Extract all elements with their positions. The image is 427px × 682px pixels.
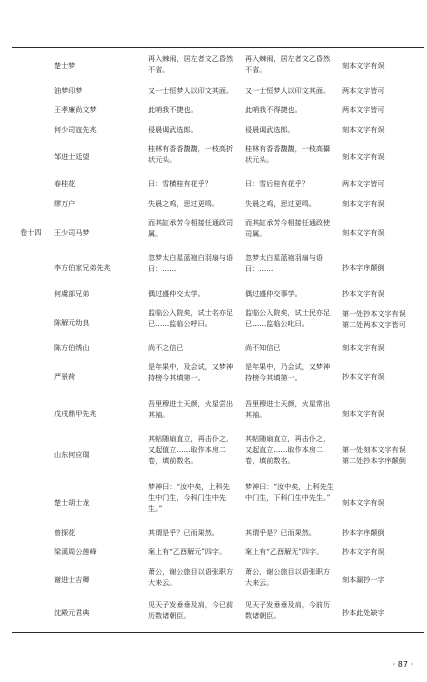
row-title: 楚士胡士龙: [54, 498, 90, 507]
row-text-a: 其谓是乎？已而果然。: [148, 528, 219, 537]
row-text-b: 再入棘闱，居左者文乙昏然不省。: [245, 54, 331, 74]
row-note: 抄本字序颠倒: [342, 528, 385, 537]
row-title: 王少司马梦: [54, 228, 90, 237]
row-note: 两本文字皆可: [342, 179, 385, 188]
row-note: 抄本文字有误: [342, 289, 385, 298]
row-text-b: 偶过盛仲交事学。: [245, 289, 302, 298]
row-note: 抄本此处缺字: [342, 608, 385, 617]
row-text-a: 侵晨谒武选郎。: [148, 125, 198, 134]
row-note: 刻本文字有误: [342, 152, 385, 161]
row-text-b: 曰：雪后桂有花乎？: [245, 179, 309, 188]
row-title: 李方伯家兄弟先兆: [54, 263, 111, 272]
top-rule: [12, 47, 424, 48]
row-title: 王孝廉尚文梦: [54, 105, 97, 114]
row-note: 刻本文字有误: [342, 498, 385, 507]
row-text-b: 案上有“乙酉解无”四字。: [245, 547, 324, 556]
row-note: 刻本文字有误: [342, 343, 385, 352]
row-title: 沈殿元君典: [54, 608, 90, 617]
row-title: 何少司寇先兆: [54, 125, 97, 134]
row-title: 严景荷: [54, 372, 76, 381]
row-note: 两本文字皆可: [342, 105, 385, 114]
row-title: 楚士梦: [54, 61, 76, 70]
row-title: 何虞部兄弟: [54, 289, 90, 298]
row-text-a: 而其缸承芳今相接任通政司属。: [148, 218, 234, 238]
row-text-a: 又一士恒梦人以印文其面。: [148, 86, 234, 95]
row-text-a: 失晨之鸡，思过更鸣。: [148, 199, 219, 208]
row-text-a: 桂林有香香馥馥，一枝高折状元头。: [148, 144, 234, 164]
row-note: 刻本文字有误: [342, 228, 385, 237]
row-note: 抄本文字有误: [342, 547, 385, 556]
row-text-a: 此哨我不捷也。: [148, 105, 198, 114]
row-text-a: 监临公入院矣，试士名亦足已……监临公呼曰。: [148, 308, 234, 328]
row-text-b: 忽梦太白星蓝袍羽扇与语曰：……: [245, 253, 324, 273]
row-text-b: 梦神曰：“汝中矣，上科先生中门生，下科门生中先生。”: [245, 482, 334, 502]
row-text-b: 吾里穆进士天颜，火星常出其袖。: [245, 399, 331, 419]
row-text-b: 侵晨谒武选郎。: [245, 125, 295, 134]
row-title: 梁溪周公莲峰: [54, 547, 97, 556]
row-note: 第一处抄本文字有误 第二处两本文字皆可: [342, 309, 406, 329]
row-text-b: 此哨我不得捷也。: [245, 105, 302, 114]
row-note: 抄本字序颠倒: [342, 263, 385, 272]
row-text-b: 又一士恒梦人以印文其面。: [245, 86, 331, 95]
page-number: · 87 ·: [392, 660, 413, 669]
volume-label: 卷十四: [20, 228, 42, 237]
row-text-a: 案上有“乙酉解元”四字。: [148, 547, 227, 556]
bottom-rule: [12, 632, 424, 633]
row-text-b: 其谓乎是？已而果然。: [245, 528, 316, 537]
row-title: 戊戌鼎甲先兆: [54, 409, 97, 418]
row-text-a: 吾里穆进士天颜，火星尝出其袖。: [148, 399, 234, 419]
row-note: 刻本文字有误: [342, 409, 385, 418]
row-title: 谢进士吉卿: [54, 575, 90, 584]
row-text-a: 萧公，谢公旅目以语张职方大来云。: [148, 567, 234, 587]
row-text-b: 而其缸承芳今相接任通政使司属。: [245, 218, 331, 238]
row-text-b: 尚不知信已: [245, 343, 281, 352]
row-title: 山东何应瑞: [54, 450, 90, 459]
row-text-b: 萧公，谢公旅目以语张职方大来云。: [245, 567, 331, 587]
row-note: 第一处刻本文字有误 第二处抄本字序颠倒: [342, 445, 406, 465]
row-note: 刻本文字有误: [342, 125, 385, 134]
row-note: 两本文字皆可: [342, 86, 385, 95]
row-text-b: 其帖随扇直立，再击仆之，又起直立……取作本房二卷，填前数名。: [245, 434, 331, 465]
row-text-a: 梦神曰：“汝中矣，上科先生中门生，今科门生中先生。”: [148, 482, 230, 513]
row-text-a: 忽梦太白星蓝袍白羽扇与语曰：……: [148, 253, 234, 273]
row-note: 抄本文字有误: [342, 372, 385, 381]
row-text-a: 见天子发垂垂及肩，今已前历数诸朝臣。: [148, 600, 234, 620]
row-title: 曾探花: [54, 528, 76, 537]
row-text-b: 监临公入院矣，试士民亦足已……监临公叱曰。: [245, 308, 331, 328]
row-note: 刻本文字有误: [342, 61, 385, 70]
row-title: 陈方伯绣山: [54, 343, 90, 352]
row-note: 刻本漏抄一字: [342, 575, 385, 584]
row-text-a: 其帖随扇直立，再击仆之，又起值立……取作本房二卷，填前数名。: [148, 434, 234, 465]
row-text-a: 偶过盛仲交太学。: [148, 289, 205, 298]
row-text-a: 尚不之信已: [148, 343, 184, 352]
row-text-b: 桂林有香香馥馥，一枝高攝状元头。: [245, 144, 331, 164]
row-text-a: 再入棘闱，居左者文乙昏然不省。: [148, 54, 234, 74]
row-title: 陈解元幼良: [54, 318, 90, 327]
row-title: 缪万户: [54, 199, 76, 208]
row-text-b: 见天子发垂垂及肩，今前历数诸朝臣。: [245, 600, 331, 620]
row-note: 刻本文字有误: [342, 199, 385, 208]
row-text-b: 是年果中，乃会试，又梦神持榜今其填第一。: [245, 362, 331, 382]
row-text-b: 失晨之鸡，思过更鸣。: [245, 199, 316, 208]
row-text-a: 曰：雪横桂有花乎？: [148, 179, 212, 188]
row-title: 邹进士廷望: [54, 152, 90, 161]
row-title: 春桂花: [54, 179, 76, 188]
row-title: 油梦印梦: [54, 86, 83, 95]
row-text-a: 是年果中，及会试，又梦神持榜今其填第一。: [148, 362, 234, 382]
